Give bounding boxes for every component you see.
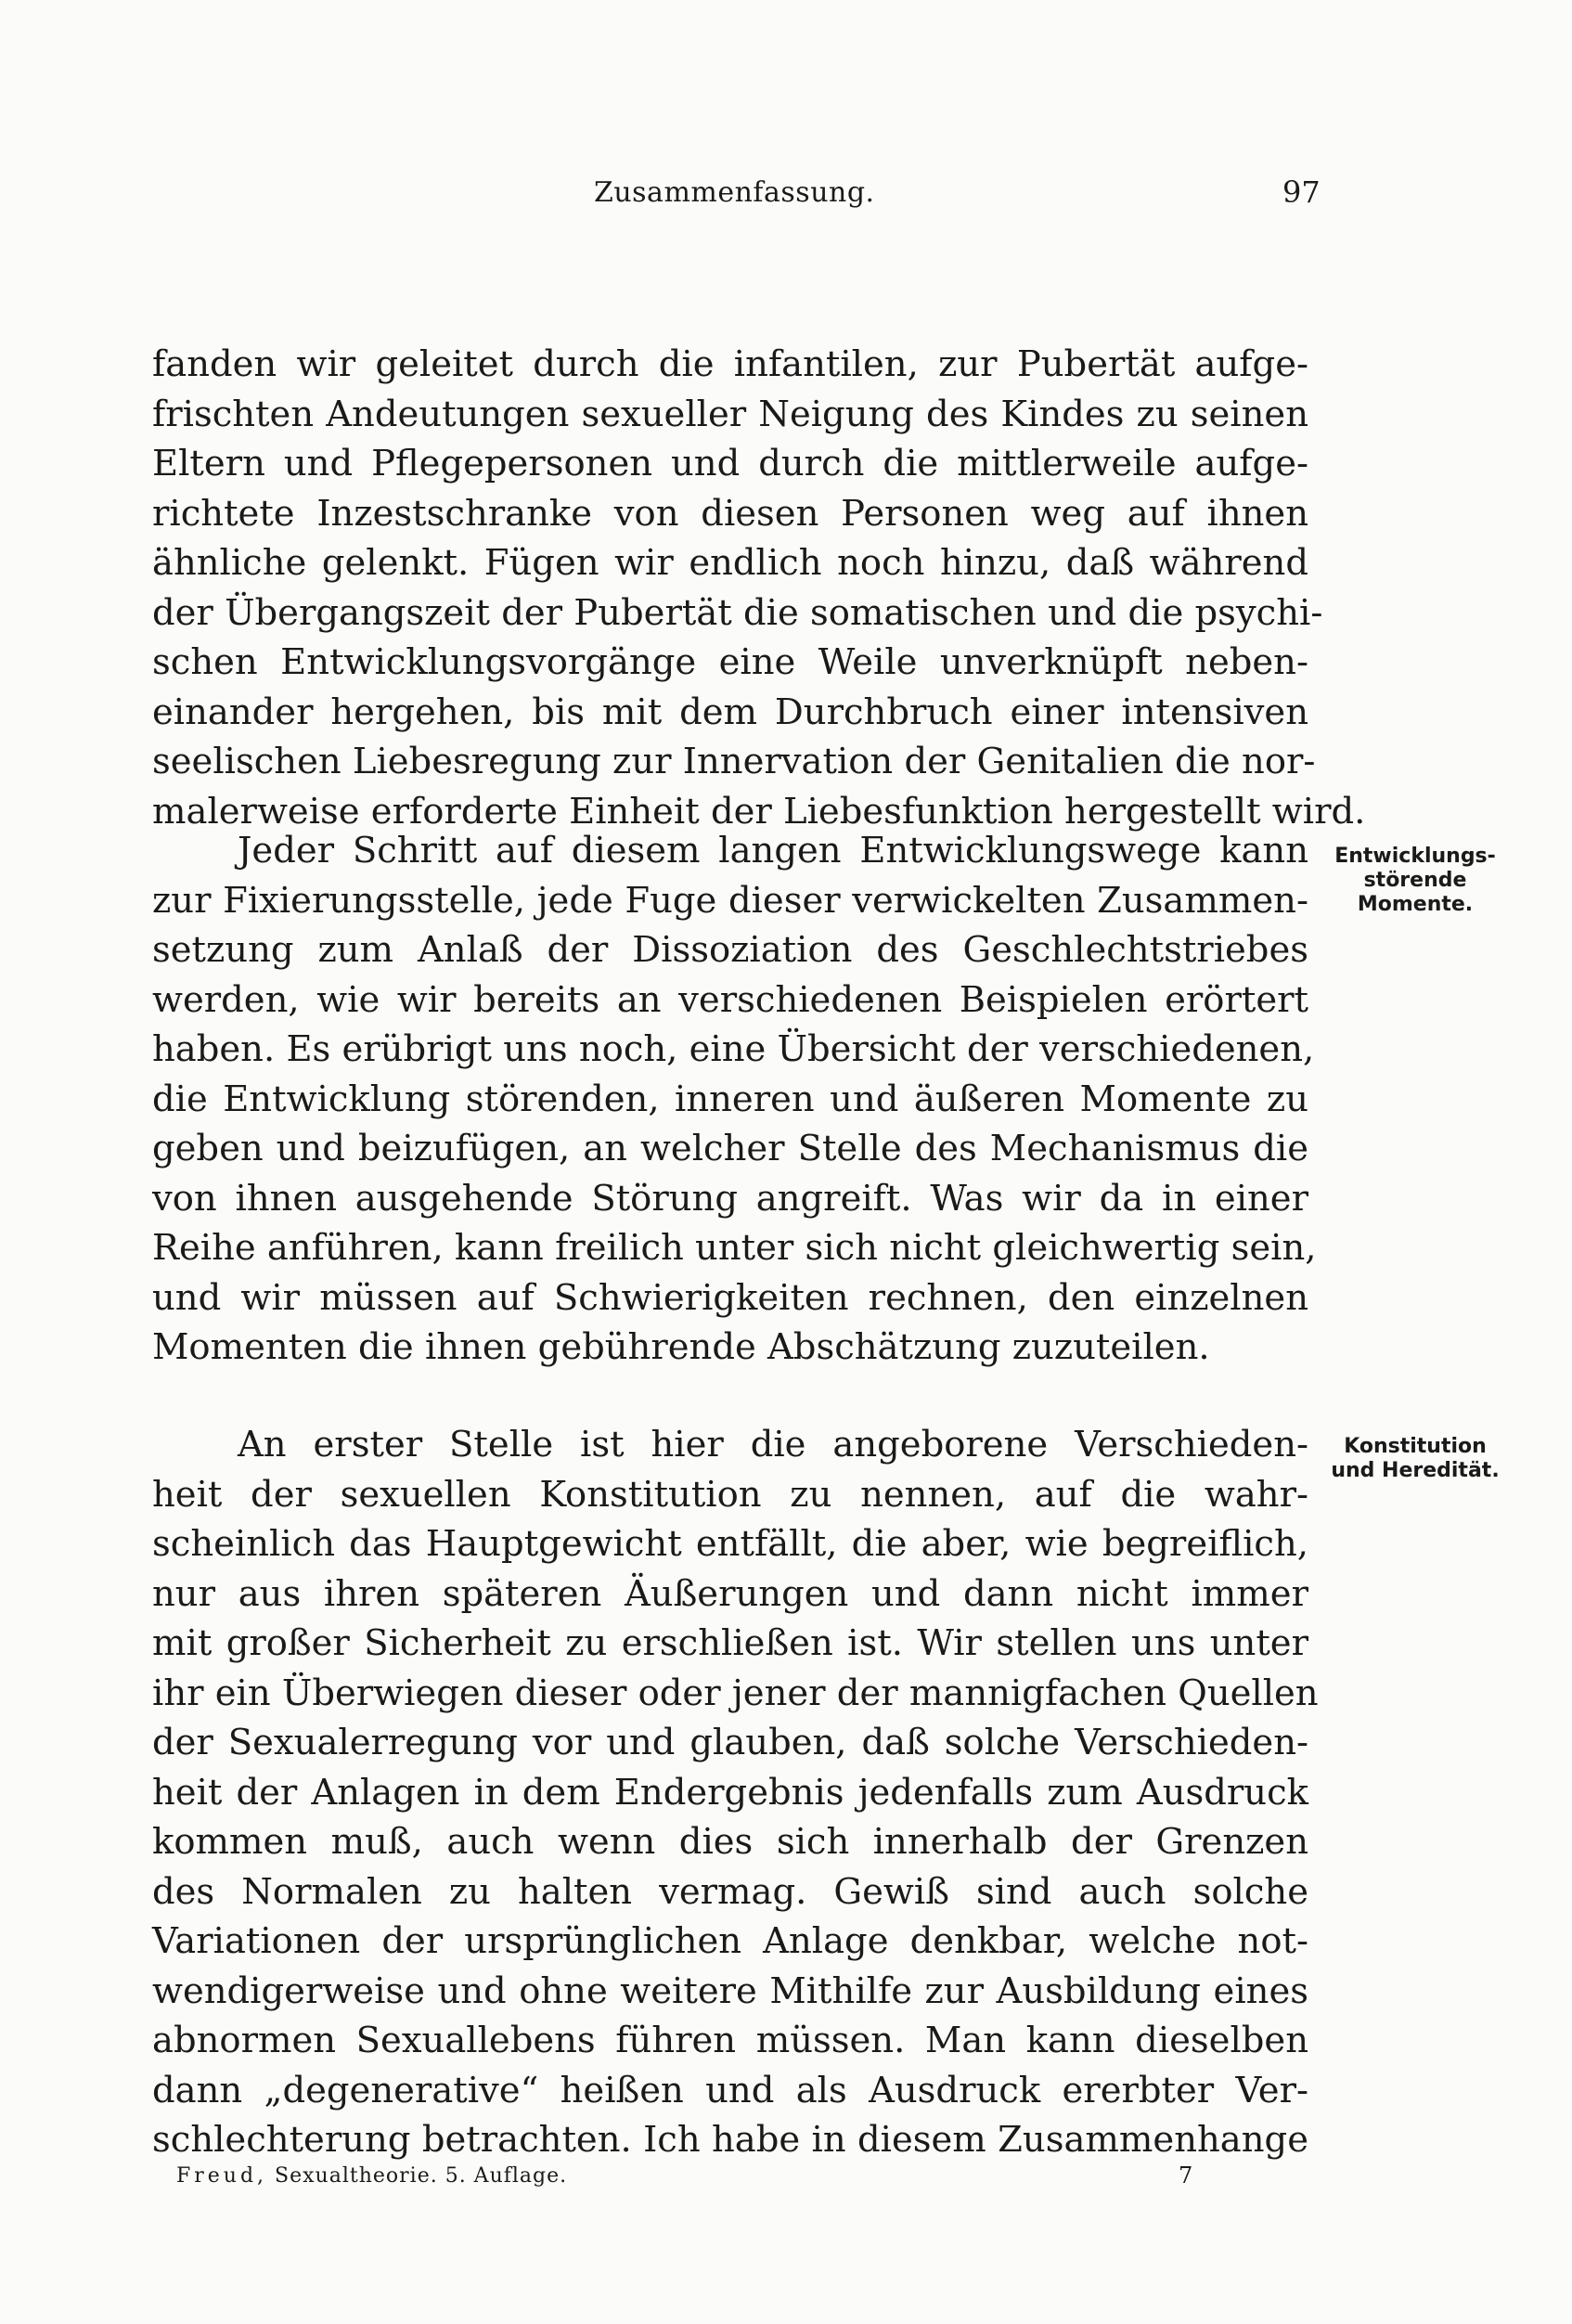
text-line: nur aus ihren späteren Äußerungen und dann nicht immer [152, 1572, 1308, 1615]
text-line: geben und beizufügen, an welcher Stelle des Mechanismus die [152, 1128, 1308, 1169]
text-line: kommen muß, auch wenn dies sich innerhalb der Grenzen [152, 1821, 1308, 1863]
text-line: haben. Es erübrigt uns noch, eine Übersicht der verschiedenen, [152, 1028, 1315, 1070]
text-line: zur Fixierungsstelle, jede Fuge dieser verwickelten Zusammen- [152, 879, 1308, 922]
text-line: heit der Anlagen in dem Endergebnis jedenfalls zum Ausdruck [152, 1771, 1308, 1814]
text-line: Momenten die ihnen gebührende Abschätzung zuzuteilen. [152, 1326, 1210, 1368]
text-line: der Übergangszeit der Pubertät die somatischen und die psychi- [152, 591, 1323, 634]
text-line: setzung zum Anlaß der Dissoziation des Geschlechtstriebes [152, 929, 1308, 971]
text-line: einander hergehen, bis mit dem Durchbruch einer intensiven [152, 691, 1308, 733]
signature-title: Sexualtheorie. 5. Auflage. [275, 2164, 568, 2188]
margin-note-konstitution-heredität [1318, 1435, 1513, 1483]
text-line: malerweise erforderte Einheit der Liebesfunktion hergestellt wird. [152, 790, 1366, 833]
text-line: frischten Andeutungen sexueller Neigung des Kindes zu seinen [152, 393, 1308, 435]
text-line: scheinlich das Hauptgewicht entfällt, die aber, wie begreiflich, [152, 1523, 1308, 1565]
text-line: und wir müssen auf Schwierigkeiten rechnen, den einzelnen [152, 1276, 1308, 1319]
signature-number: 7 [1179, 2163, 1193, 2188]
text-line: wendigerweise und ohne weitere Mithilfe zur Ausbildung eines [152, 1969, 1308, 2012]
paragraph-3 [152, 1420, 1319, 2165]
text-line: Variationen der ursprünglichen Anlage denkbar, welche not- [152, 1920, 1308, 1962]
signature-line [176, 2164, 567, 2188]
text-line: mit großer Sicherheit zu erschließen ist. Wir stellen uns unter [152, 1622, 1308, 1664]
text-line: abnormen Sexuallebens führen müssen. Man kann dieselben [152, 2020, 1308, 2061]
text-line: Eltern und Pflegepersonen und durch die mittlerweile aufge- [152, 443, 1308, 484]
margin-note-entwicklungsstoerende-momente [1318, 845, 1513, 917]
paragraph-2 [152, 826, 1317, 1373]
text-line: ähnliche gelenkt. Fügen wir endlich noch hinzu, daß während [152, 542, 1308, 584]
margin-note-line: störende [1363, 869, 1467, 892]
text-line: schlechterung betrachten. Ich habe in diesem Zusammenhange [152, 2119, 1308, 2161]
signature-author: Freud, [176, 2164, 268, 2188]
text-line: von ihnen ausgehende Störung angreift. Was wir da in einer [152, 1177, 1308, 1220]
text-line: die Entwicklung störenden, inneren und äußeren Momente zu [152, 1078, 1308, 1120]
text-line: werden, wie wir bereits an verschiedenen Beispielen erörtert [152, 978, 1308, 1021]
margin-note-line: Momente. [1357, 893, 1474, 916]
margin-note-line: und Heredität. [1331, 1459, 1500, 1482]
text-line: seelischen Liebesregung zur Innervation der Genitalien die nor- [152, 741, 1316, 782]
running-title: Zusammenfassung. [594, 176, 875, 209]
text-line: heit der sexuellen Konstitution zu nennen, auf die wahr- [152, 1473, 1308, 1516]
margin-note-line: Konstitution [1344, 1435, 1487, 1458]
text-line: richtete Inzestschranke von diesen Personen weg auf ihnen [152, 492, 1308, 535]
text-line: fanden wir geleitet durch die infantilen, zur Pubertät aufge- [152, 343, 1308, 385]
text-line: dann „degenerative“ heißen und als Ausdruck ererbter Ver- [152, 2069, 1308, 2111]
paragraph-1 [152, 340, 1366, 836]
page-number: 97 [1282, 174, 1321, 210]
text-line: Jeder Schritt auf diesem langen Entwicklungswege kann [238, 830, 1308, 872]
text-line: An erster Stelle ist hier die angeborene Verschieden- [238, 1424, 1308, 1465]
text-line: ihr ein Überwiegen dieser oder jener der mannigfachen Quellen [152, 1672, 1319, 1714]
text-line: schen Entwicklungsvorgänge eine Weile unverknüpft neben- [152, 641, 1308, 683]
text-line: Reihe anführen, kann freilich unter sich nicht gleichwertig sein, [152, 1227, 1317, 1269]
margin-note-line: Entwicklungs- [1334, 845, 1496, 868]
text-line: der Sexualerregung vor und glauben, daß solche Verschieden- [152, 1722, 1308, 1763]
text-line: des Normalen zu halten vermag. Gewiß sind auch solche [152, 1870, 1308, 1913]
